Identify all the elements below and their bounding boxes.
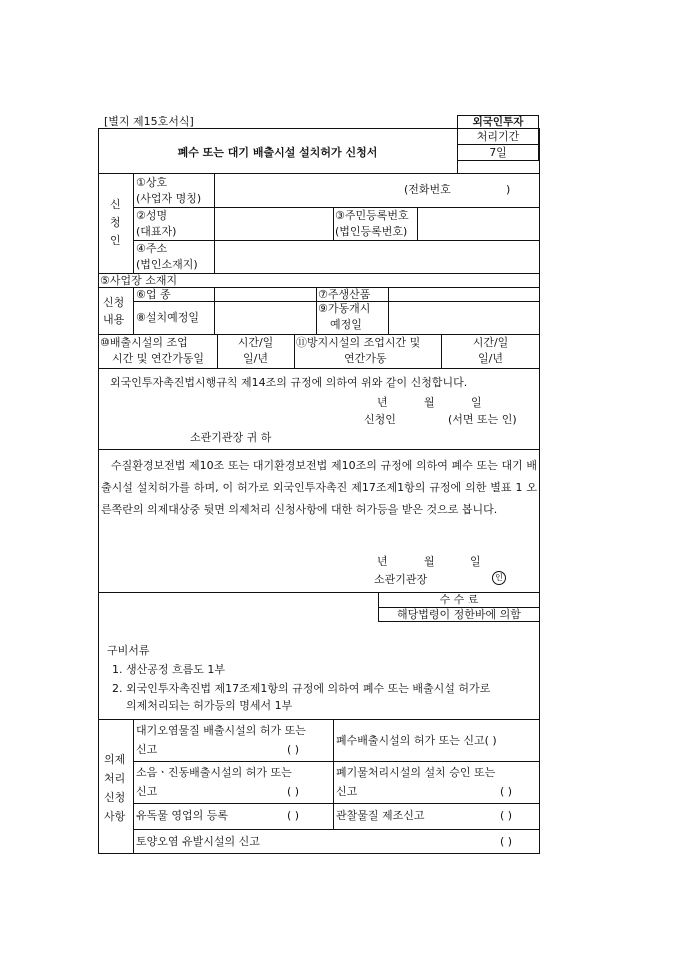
wastewater-permit-label[interactable]: 폐수배출시설의 허가 또는 신고( ): [336, 734, 497, 747]
soil-pollution-facility-label: 토양오염 유발시설의 신고: [136, 835, 260, 848]
permit-year: 년: [377, 555, 388, 568]
toxic-business-registration-label: 유독물 영업의 등록: [136, 809, 229, 822]
soil-pollution-checkbox[interactable]: ( ): [500, 835, 513, 848]
toxic-business-checkbox[interactable]: ( ): [287, 809, 300, 822]
address-sublabel: (법인소재지): [136, 258, 198, 271]
observation-substance-label: 관찰물질 제조신고: [336, 809, 425, 822]
prevention-days-unit: 일/년: [478, 352, 503, 365]
observation-substance-checkbox[interactable]: ( ): [500, 809, 513, 822]
phone-label: (전화번호: [404, 183, 451, 196]
resident-id-label: ③주민등록번호: [335, 209, 409, 222]
foreign-investment-label: 외국인투자: [472, 115, 524, 128]
document-item-1: 1. 생산공정 흐름도 1부: [112, 663, 225, 676]
trade-name-label: ①상호: [136, 176, 168, 189]
deemed-section-label-1: 의제: [104, 753, 126, 766]
deemed-section-label-4: 사항: [104, 810, 126, 823]
name-label: ②성명: [136, 209, 168, 222]
fee-label: 수 수 료: [439, 593, 479, 606]
main-product-label: ⑦주생산품: [318, 288, 371, 301]
permit-text: 수질환경보전법 제10조 또는 대기환경보전법 제10조의 규정에 의하여 폐수 또는 대기 배출시설 설치허가를 하며, 이 허가로 외국인투자촉진 제17조제1항의 규정에 의한 별표 1 오른쪽란의 의제대상중 뒷면 의제처리 신청사항에 대한 허가등을 받은 것으로 봅니다.: [101, 459, 537, 516]
operation-start-label: ⑨가동개시: [318, 302, 371, 315]
document-item-2: 2. 외국인투자촉진법 제17조제1항의 규정에 의하여 폐수 또는 배출시설 허가로: [112, 682, 491, 695]
permit-month: 월: [424, 555, 435, 568]
air-emission-checkbox[interactable]: ( ): [287, 743, 300, 756]
content-section-label-2: 내용: [103, 313, 125, 326]
prevention-hours-unit: 시간/일: [472, 336, 509, 349]
prevention-hours-label-2: 연간가동: [344, 352, 387, 365]
industry-label: ⑥업 종: [136, 288, 171, 301]
address-label: ④주소: [136, 242, 168, 255]
noise-vibration-checkbox[interactable]: ( ): [287, 785, 300, 798]
emission-hours-unit: 시간/일: [237, 336, 274, 349]
applicant-section-label-1: 신: [110, 198, 121, 211]
name-sublabel: (대표자): [136, 225, 177, 238]
declaration-day: 일: [471, 396, 482, 409]
documents-heading: 구비서류: [107, 644, 150, 657]
applicant-section-label-3: 인: [110, 234, 121, 247]
declaration-text: 외국인투자촉진법시행규칙 제14조의 규정에 의하여 위와 같이 신청합니다.: [110, 376, 468, 389]
noise-vibration-permit-label-2: 신고: [136, 785, 158, 798]
deemed-section-label-2: 처리: [104, 772, 126, 785]
site-location-label: ⑤사업장 소재지: [100, 274, 178, 287]
waste-facility-approval-label-2: 신고: [336, 785, 358, 798]
applicant-signature-label: 신청인: [364, 413, 396, 426]
fee-value: 해당법령이 정한바에 의함: [397, 608, 521, 621]
applicant-section-label-2: 청: [110, 216, 121, 229]
form-title: 폐수 또는 대기 배출시설 설치허가 신청서: [177, 145, 378, 159]
noise-vibration-permit-label: 소음ㆍ진동배출시설의 허가 또는: [136, 766, 292, 779]
waste-facility-checkbox[interactable]: ( ): [500, 785, 513, 798]
prevention-hours-label-1: ⑪방지시설의 조업시간 및: [296, 336, 421, 349]
content-section-label-1: 신청: [103, 296, 125, 309]
air-emission-permit-label: 대기오염물질 배출시설의 허가 또는: [136, 724, 306, 737]
trade-name-sublabel: (사업자 명칭): [136, 192, 202, 205]
waste-facility-approval-label: 폐기물처리시설의 설치 승인 또는: [336, 766, 496, 779]
document-item-2-cont: 의제처리되는 허가등의 명세서 1부: [126, 699, 293, 712]
emission-hours-label-2: 시간 및 연간가동일: [112, 352, 205, 365]
air-emission-permit-label-2: 신고: [136, 743, 158, 756]
operation-start-sublabel: 예정일: [330, 318, 362, 331]
form-number-label: [별지 제15호서식]: [104, 115, 194, 128]
processing-period-label: 처리기간: [476, 129, 520, 143]
permit-day: 일: [470, 555, 481, 568]
install-date-label: ⑧설치예정일: [136, 311, 199, 324]
emission-days-unit: 일/년: [243, 352, 268, 365]
corporate-id-label: (법인등록번호): [335, 225, 408, 238]
signature-note: (서면 또는 인): [448, 413, 517, 426]
addressee-label: 소관기관장 귀 하: [190, 431, 272, 444]
declaration-month: 월: [424, 396, 435, 409]
declaration-year: 년: [377, 396, 388, 409]
deemed-section-label-3: 신청: [104, 791, 126, 804]
processing-period-value: 7일: [489, 146, 507, 159]
seal-mark: 인: [492, 571, 506, 585]
permit-authority-label: 소관기관장: [374, 573, 428, 586]
phone-close-paren: ): [506, 183, 511, 196]
emission-hours-label-1: ⑩배출시설의 조업: [100, 336, 188, 349]
